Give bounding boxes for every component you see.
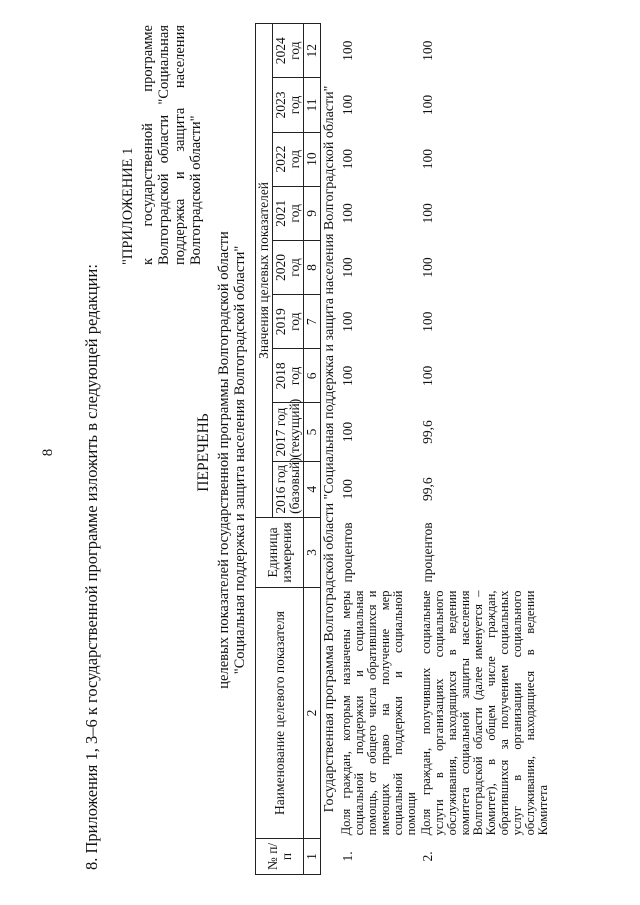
col-number: 3 [304, 517, 321, 587]
header-unit: Единица измерения [256, 517, 304, 587]
document-title: ПЕРЕЧЕНЬ [195, 413, 212, 492]
header-year: 2016 год (базовый) [273, 461, 304, 517]
indicators-table [255, 23, 551, 875]
row-value: 100 [420, 365, 435, 386]
header-year: 2023 год [273, 78, 304, 132]
row-value: 100 [340, 257, 355, 278]
document-subtitle: целевых показателей государственной программы Волгоградской области "Социальная поддержка и защита населения Волгоградской области" [216, 231, 248, 689]
row-name: Доля граждан, которым назначены меры социальной поддержки и социальная помощь, от общего числа обратившихся и имеющих право на получение мер социальной поддержки и социальной помощи [339, 590, 418, 836]
row-value: 99,6 [420, 477, 435, 502]
header-year: 2024 год [273, 24, 304, 78]
header-values-group: Значения целевых показателей [256, 24, 273, 518]
row-value: 100 [340, 421, 355, 443]
row-value: 100 [340, 94, 355, 116]
row-value: 99,6 [420, 420, 435, 444]
col-number: 8 [304, 240, 321, 294]
row-value: 100 [420, 149, 435, 170]
col-number: 12 [304, 24, 321, 78]
row-value: 100 [340, 365, 355, 386]
header-year: 2020 год [273, 240, 304, 294]
col-number: 10 [304, 132, 321, 186]
col-number: 11 [304, 78, 321, 132]
col-number: 2 [304, 588, 321, 839]
row-unit: процентов [420, 522, 435, 583]
col-number: 1 [304, 838, 321, 874]
header-year: 2022 год [273, 132, 304, 186]
col-number: 7 [304, 295, 321, 349]
appendix-reference: к государственной программе Волгоградской области "Социальная поддержка и защита населения Волгоградской области" [140, 25, 204, 265]
row-value: 100 [420, 311, 435, 332]
page-number: 8 [40, 448, 56, 457]
row-num: 2. [420, 851, 435, 862]
header-num: № п/п [256, 838, 304, 874]
row-num: 1. [340, 851, 355, 862]
header-year: 2021 год [273, 186, 304, 240]
header-name: Наименование целевого показателя [256, 588, 304, 839]
row-value: 100 [420, 203, 435, 224]
table-row [419, 24, 551, 875]
program-row: Государственная программа Волгоградской области "Социальная поддержка и защита населения Волгоградской области" [322, 85, 337, 813]
row-value: 100 [340, 311, 355, 332]
header-year: 2019 год [273, 295, 304, 349]
row-value: 100 [340, 479, 355, 500]
col-number: 9 [304, 186, 321, 240]
row-value: 100 [340, 149, 355, 170]
header-year: 2018 год [273, 349, 304, 403]
row-value: 100 [420, 40, 435, 61]
row-name: Доля граждан, получивших социальные услуги в организациях социального обслуживания, находящихся в ведении комитета социальной защиты населения Волгоградской области (далее именуется – Комитет), в общем числе граждан, обратившихся за получением социальных услуг в организации социального обслуживания, находящиеся в ведении Комитета [419, 590, 550, 836]
row-unit: процентов [340, 522, 355, 583]
row-value: 100 [420, 94, 435, 116]
table-row [339, 24, 419, 875]
header-year: 2017 год (текущий) [273, 403, 304, 461]
row-value: 100 [340, 203, 355, 224]
intro-text: 8. Приложения 1, 3–6 к государственной программе изложить в следующей редакции: [82, 264, 101, 870]
col-number: 5 [304, 403, 321, 461]
row-value: 100 [420, 257, 435, 278]
col-number: 6 [304, 349, 321, 403]
col-number: 4 [304, 461, 321, 517]
row-value: 100 [340, 40, 355, 61]
appendix-label: "ПРИЛОЖЕНИЕ 1 [120, 147, 136, 265]
